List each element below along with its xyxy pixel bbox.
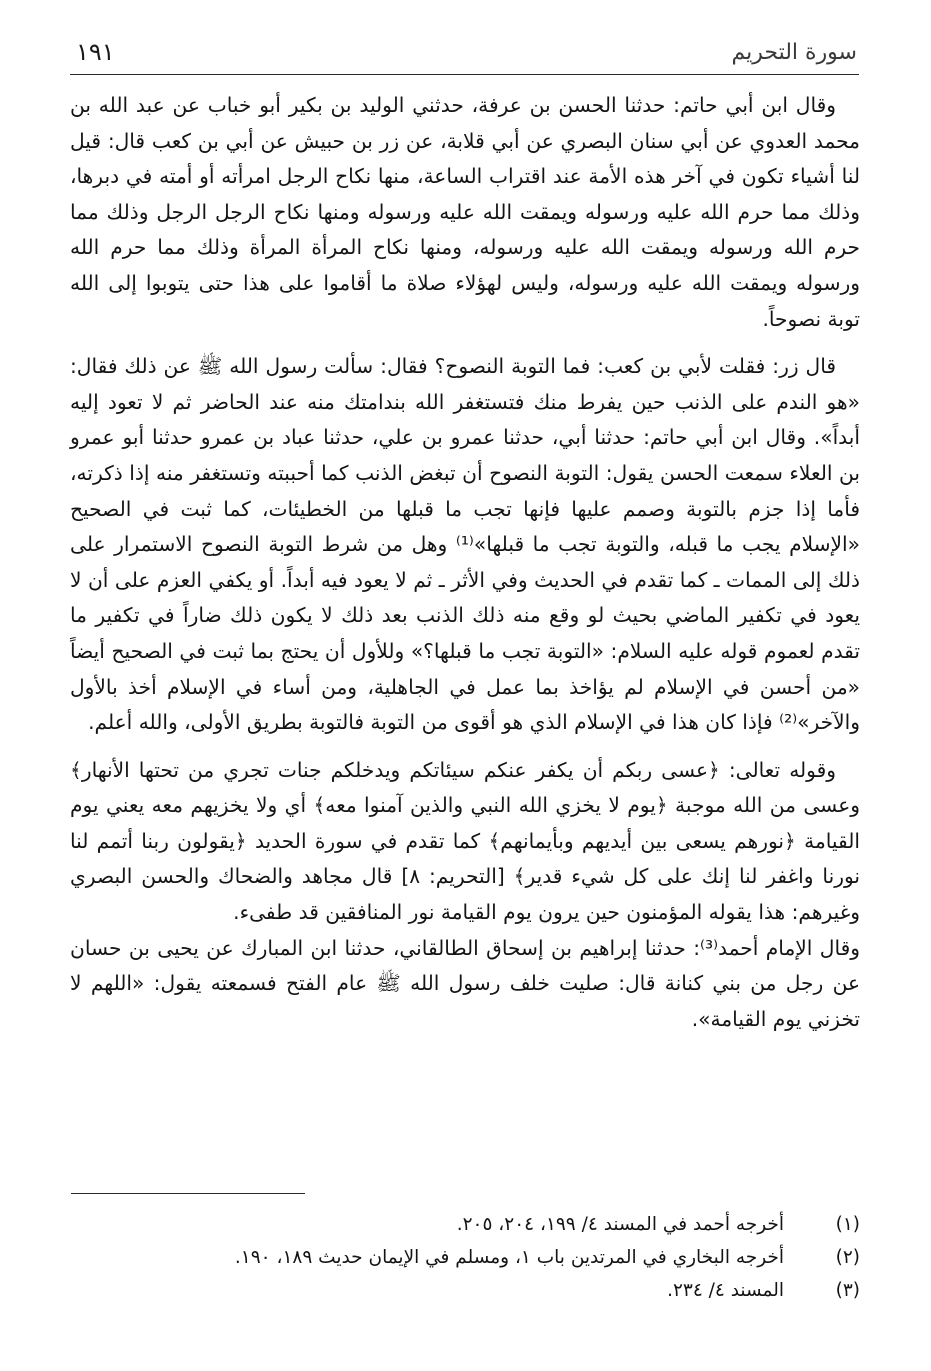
paragraph-sincere-repentance: قال زر: فقلت لأبي بن كعب: فما التوبة النصوح؟ فقال: سألت رسول الله ﷺ عن ذلك فقال: «هو الندم على الذنب حين يفرط منك فتستغفر الله بندامتك منه عند الحاضر ثم لا تعود إليه أبداً». وقال ابن أبي حاتم: حدثنا أبي، حدثنا عمرو بن علي، حدثنا عباد بن عمرو حدثنا أبو عمرو بن العلاء سمعت الحسن يقول: التوبة النصوح أن تبغض الذنب كما أحببته وتستغفر منه إذا ذكرته، فأما إذا جزم بالتوبة وصمم عليها فإنها تجب ما قبلها من الخطيئات، كما ثبت في الصحيح «الإسلام يجب ما قبله، والتوبة تجب ما قبلها»⁽¹⁾ وهل من شرط التوبة النصوح الاستمرار على ذلك إلى الممات ـ كما تقدم في الحديث وفي الأثر ـ ثم لا يعود فيه أبداً. أو يكفي العزم على أن لا يعود في تكفير الماضي بحيث لو وقع منه ذلك الذنب بعد ذلك لا يكون ذلك ضاراً في تكفير ما تقدم لعموم قوله عليه السلام: «التوبة تجب ما قبلها؟» وللأول أن يحتج بما ثبت في الصحيح أيضاً «من أحسن في الإسلام لم يؤاخذ بما عمل في الجاهلية، ومن أساء في الإسلام أخذ بالأول والآخر»⁽²⁾ فإذا كان هذا في الإسلام الذي هو أقوى من التوبة فالتوبة بطريق الأولى، والله أعلم. bbox=[70, 354, 861, 735]
footnote-item bbox=[70, 1274, 860, 1307]
footnote-number: (٣) bbox=[835, 1280, 860, 1301]
footnote-separator bbox=[71, 1193, 305, 1194]
running-header bbox=[70, 30, 859, 75]
paragraph-verse-commentary: وقوله تعالى: ﴿عسى ربكم أن يكفر عنكم سيئاتكم ويدخلكم جنات تجري من تحتها الأنهار﴾ وعسى من الله موجبة ﴿يوم لا يخزي الله النبي والذين آمنوا معه﴾ أي ولا يخزيهم معه يعني يوم القيامة ﴿نورهم يسعى بين أيديهم وبأيمانهم﴾ كما تقدم في سورة الحديد ﴿يقولون ربنا أتمم لنا نورنا واغفر لنا إنك على كل شيء قدير﴾ [التحريم: ٨] قال مجاهد والضحاك والحسن البصري وغيرهم: هذا يقوله المؤمنون حين يرون يوم القيامة نور المنافقين قد طفىء. bbox=[70, 757, 860, 925]
footnote-text: أخرجه أحمد في المسند ٤/ ١٩٩، ٢٠٤، ٢٠٥. bbox=[456, 1214, 784, 1235]
paragraph-imam-ahmad: وقال الإمام أحمد⁽³⁾: حدثنا إبراهيم بن إسحاق الطالقاني، حدثنا ابن المبارك عن يحيى بن حسان عن رجل من بني كنانة قال: صليت خلف رسول الله ﷺ عام الفتح فسمعته يقول: «اللهم لا تخزني يوم القيامة». bbox=[70, 935, 860, 1031]
footnote-item bbox=[70, 1241, 860, 1274]
footnote-text: المسند ٤/ ٢٣٤. bbox=[667, 1280, 784, 1301]
footnote-number: (١) bbox=[835, 1214, 860, 1235]
footnote-number: (٢) bbox=[835, 1247, 860, 1268]
paragraph-hadith-signs: وقال ابن أبي حاتم: حدثنا الحسن بن عرفة، حدثني الوليد بن بكير أبو خباب عن عبد الله بن محمد العدوي عن أبي سنان البصري عن أبي قلابة، عن زر بن حبيش عن أبي بن كعب قال: قيل لنا أشياء تكون في آخر هذه الأمة عند اقتراب الساعة، منها نكاح الرجل امرأته أو أمته في دبرها، وذلك مما حرم الله عليه ورسوله ويمقت الله عليه ورسوله ومنها نكاح الرجل الرجل وذلك مما حرم الله ورسوله ويمقت الله عليه ورسوله، ومنها نكاح المرأة المرأة وذلك مما حرم الله ورسوله ويمقت الله عليه ورسوله، وليس لهؤلاء صلاة ما أقاموا على هذا حتى يتوبوا إلى الله توبة نصوحاً. bbox=[70, 93, 860, 331]
page-number: ١٩١ bbox=[76, 38, 115, 66]
footnotes bbox=[70, 1208, 860, 1307]
main-text bbox=[70, 88, 860, 1049]
footnote-item bbox=[70, 1208, 860, 1241]
surah-title: سورة التحريم bbox=[731, 40, 857, 65]
footnote-text: أخرجه البخاري في المرتدين باب ١، ومسلم في الإيمان حديث ١٨٩، ١٩٠. bbox=[234, 1247, 784, 1268]
